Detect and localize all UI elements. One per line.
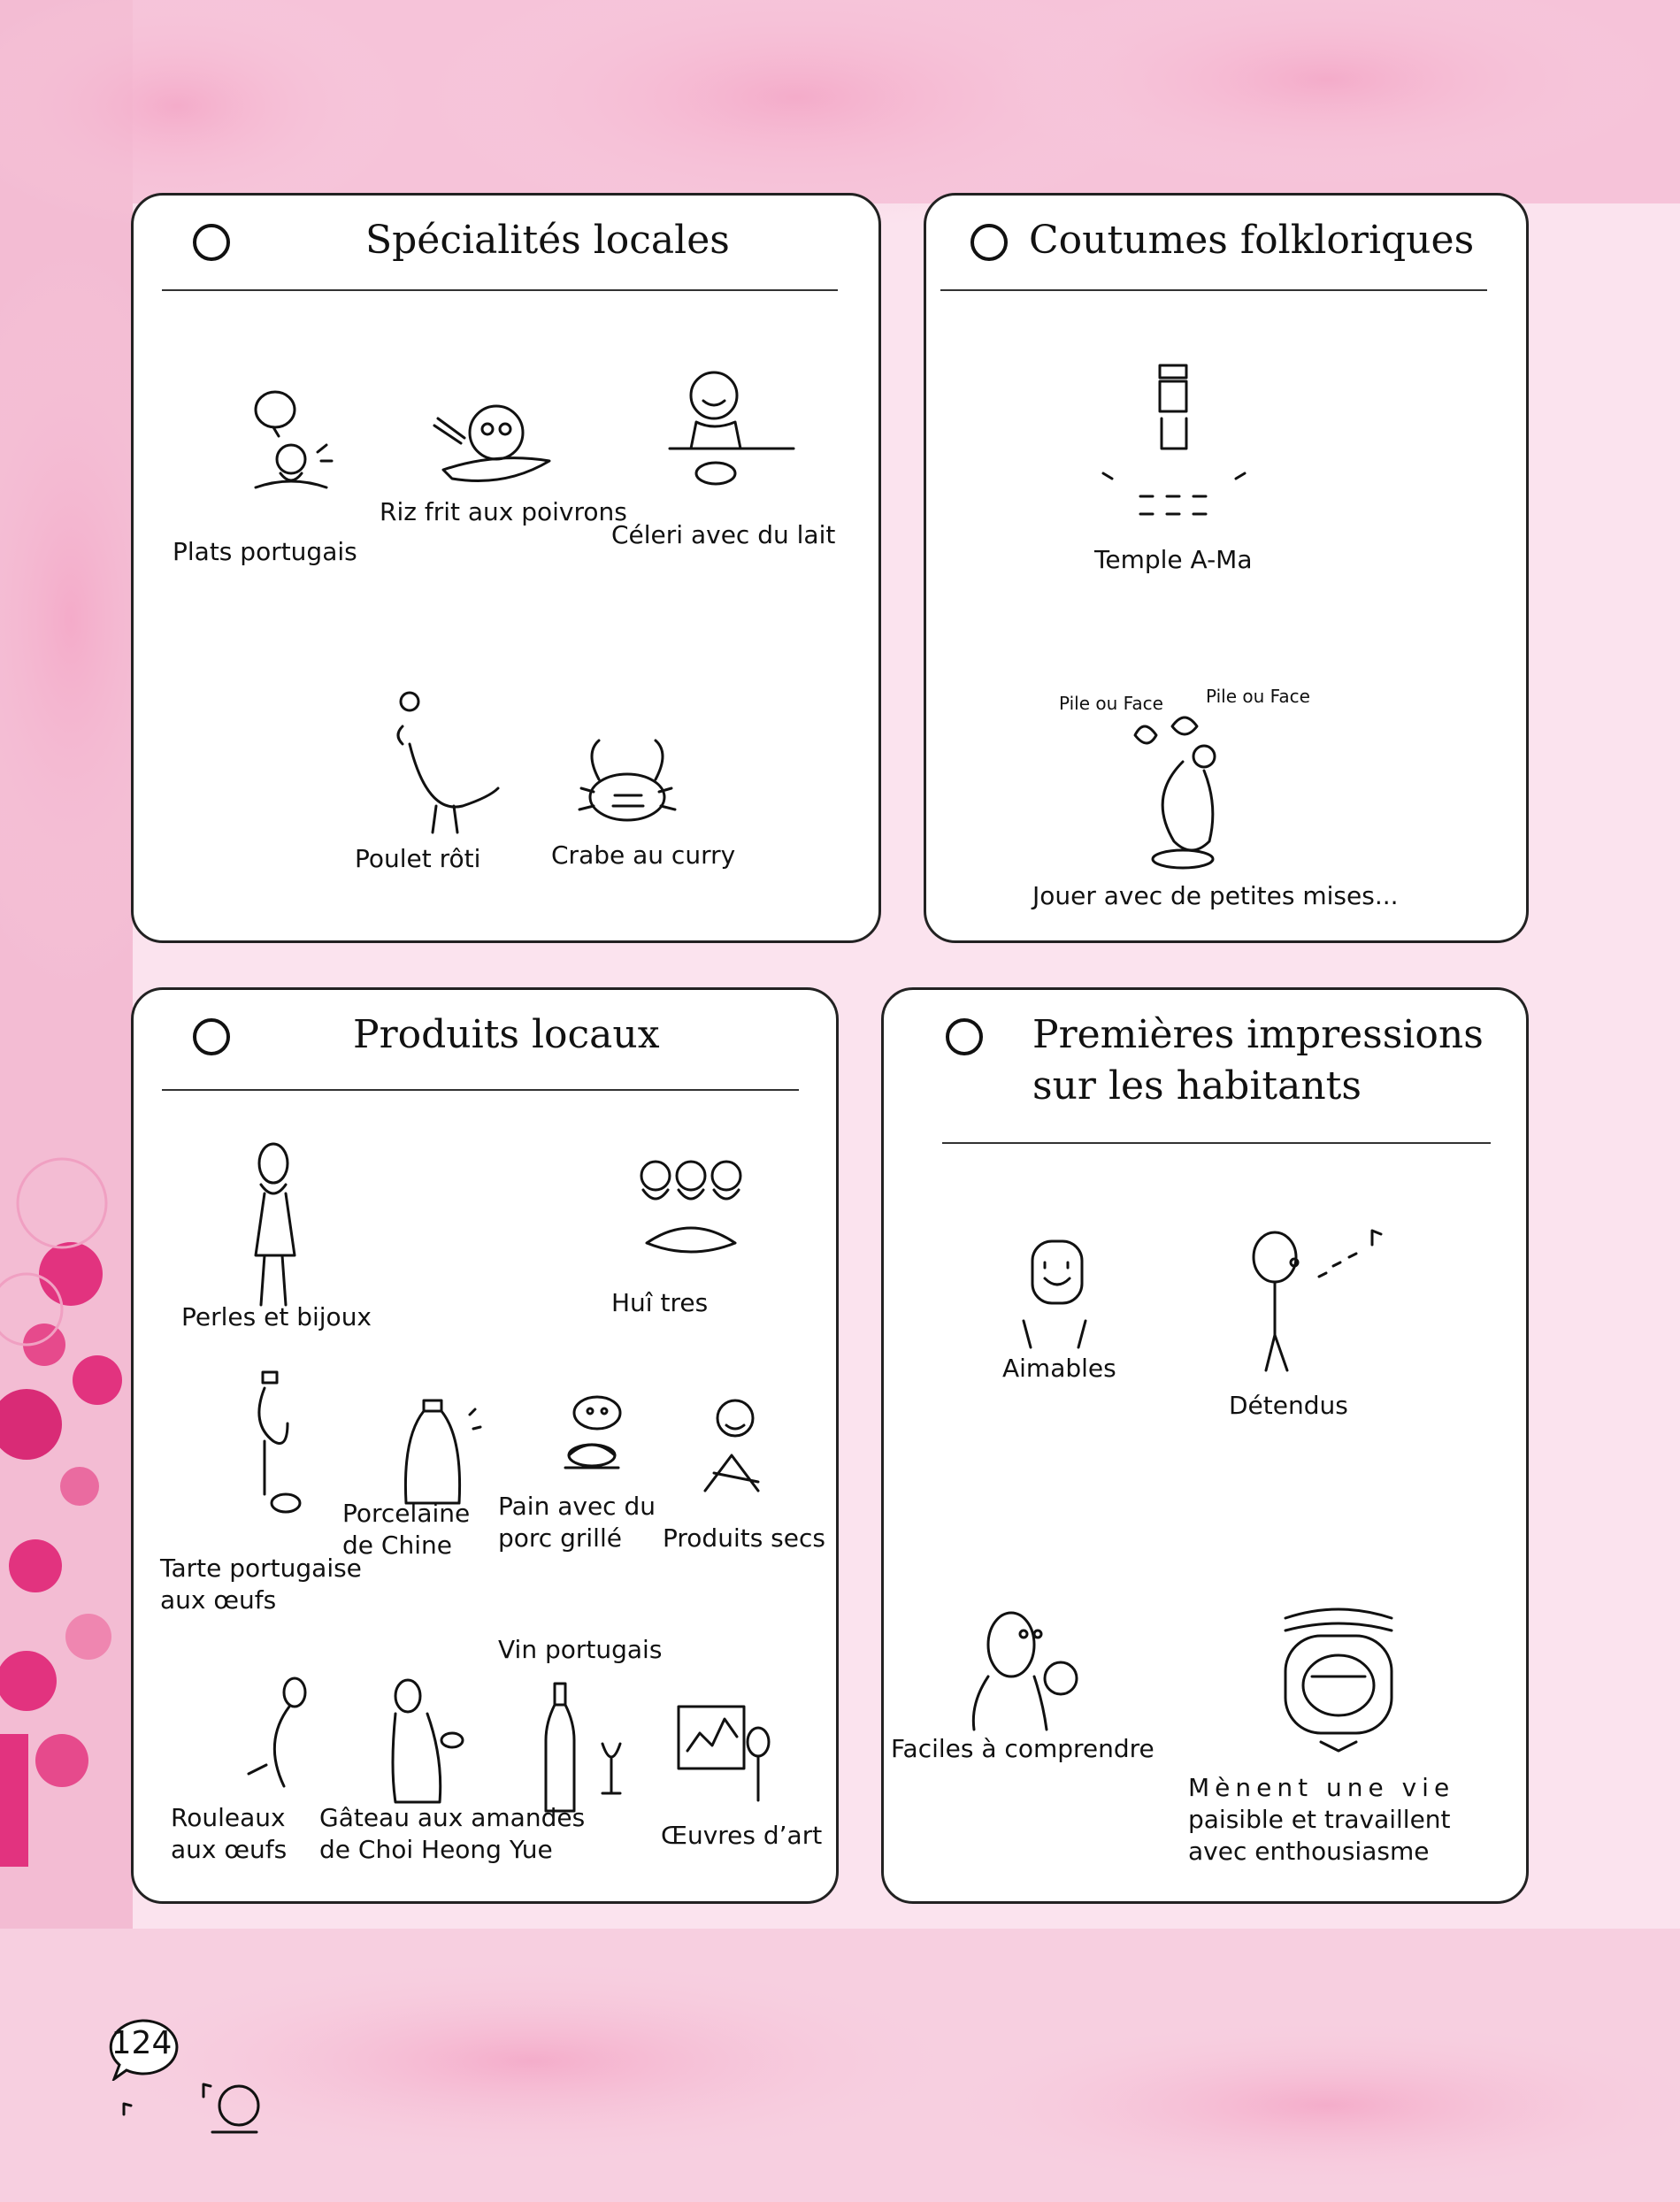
fried-rice-drawing-icon [426, 399, 558, 496]
egg-roll-drawing-icon [240, 1676, 328, 1809]
friendly-face-drawing-icon [1015, 1232, 1103, 1356]
title-divider [940, 289, 1487, 291]
oysters-drawing-icon [611, 1158, 771, 1264]
panel-produits-locaux [131, 987, 839, 1904]
curry-crab-drawing-icon [572, 735, 687, 832]
label-gateau-2: de Choi Heong Yue [319, 1835, 553, 1864]
label-rouleaux-2: aux œufs [171, 1835, 288, 1864]
pork-bun-drawing-icon [548, 1393, 636, 1482]
label-jouer-mises: Jouer avec de petites mises... [1032, 881, 1399, 910]
roast-chicken-drawing-icon [383, 691, 507, 841]
label-menent-3: avec enthousiasme [1188, 1837, 1430, 1866]
speech-bubble-text: Pile ou Face [1206, 686, 1310, 707]
panel-premieres-impressions [881, 987, 1529, 1904]
checkbox-circle-icon [193, 1018, 230, 1055]
label-celeri: Céleri avec du lait [611, 520, 836, 549]
label-tarte-1: Tarte portugaise [160, 1554, 362, 1583]
label-faciles-comprendre: Faciles à comprendre [891, 1734, 1155, 1763]
label-crabe-curry: Crabe au curry [551, 840, 736, 870]
wine-bottle-drawing-icon [541, 1682, 638, 1815]
panel-title: Coutumes folkloriques [1029, 218, 1475, 263]
label-menent-1: Mènent une vie [1188, 1773, 1455, 1802]
label-plats-portugais: Plats portugais [173, 537, 357, 566]
label-menent-2: paisible et travaillent [1188, 1805, 1451, 1834]
panel-title-line-2: sur les habitants [1032, 1063, 1362, 1109]
panel-specialites-locales [131, 193, 881, 943]
egg-tart-drawing-icon [238, 1370, 335, 1521]
pearls-drawing-icon [229, 1140, 326, 1308]
title-divider [942, 1142, 1491, 1144]
music-figure-icon [106, 2026, 265, 2141]
panel-coutumes-folkloriques [924, 193, 1529, 943]
page-number: 124 [111, 2025, 173, 2061]
label-tarte-2: aux œufs [160, 1585, 277, 1615]
label-porcelaine-2: de Chine [342, 1531, 452, 1560]
checkbox-circle-icon [946, 1018, 983, 1055]
talking-man-drawing-icon [962, 1602, 1085, 1735]
title-divider [162, 289, 838, 291]
label-rouleaux-1: Rouleaux [171, 1803, 286, 1832]
checkbox-circle-icon [970, 224, 1008, 261]
label-perles-bijoux: Perles et bijoux [181, 1302, 372, 1331]
relaxed-whistling-drawing-icon [1239, 1227, 1399, 1377]
label-pain-1: Pain avec du [498, 1492, 656, 1521]
label-temple-a-ma: Temple A-Ma [1094, 545, 1253, 574]
label-huitres: Huî tres [611, 1288, 709, 1317]
label-detendus: Détendus [1229, 1391, 1348, 1420]
speech-bubble-text: Pile ou Face [1059, 693, 1163, 714]
artwork-drawing-icon [673, 1689, 779, 1813]
label-vin-portugais: Vin portugais [498, 1635, 663, 1664]
label-poulet-roti: Poulet rôti [355, 844, 481, 873]
celery-drawing-icon [661, 360, 794, 493]
label-porcelaine-1: Porcelaine [342, 1499, 471, 1528]
label-aimables: Aimables [1002, 1354, 1116, 1383]
dried-goods-drawing-icon [696, 1393, 785, 1508]
almond-cake-drawing-icon [372, 1678, 470, 1811]
coin-toss-drawing-icon [1130, 700, 1280, 877]
temple-drawing-icon [1094, 364, 1254, 541]
panel-title: Spécialités locales [365, 218, 730, 263]
panel-title-line-1: Premières impressions [1032, 1012, 1484, 1057]
checkbox-circle-icon [193, 224, 230, 261]
diner-drawing-icon [229, 390, 353, 505]
title-divider [162, 1089, 799, 1091]
label-produits-secs: Produits secs [663, 1523, 825, 1553]
label-oeuvres-art: Œuvres d’art [661, 1821, 823, 1850]
label-gateau-1: Gâteau aux amandes [319, 1803, 586, 1832]
label-riz-frit: Riz frit aux poivrons [380, 497, 627, 526]
panel-title: Produits locaux [353, 1012, 660, 1057]
laughing-face-drawing-icon [1259, 1600, 1418, 1760]
label-pain-2: porc grillé [498, 1523, 622, 1553]
porcelain-vase-drawing-icon [397, 1399, 486, 1514]
